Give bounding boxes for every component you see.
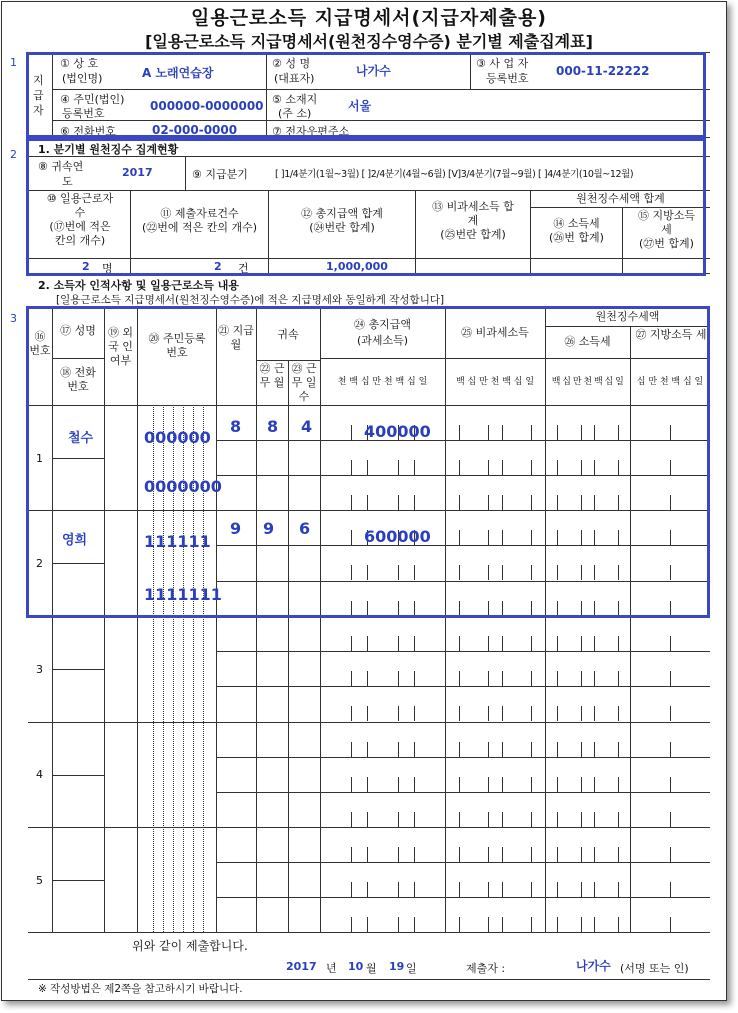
section2-heading: 2. 소득자 인적사항 및 일용근로소득 내용 <box>38 279 239 292</box>
submission-statement: 위와 같이 제출합니다. <box>132 939 248 953</box>
col24-subheader: (과세소득) <box>356 334 409 347</box>
withholding-header: 원천징수세액 <box>595 310 660 323</box>
row1-work-days: 4 <box>301 417 313 436</box>
records-count: 2 <box>214 260 222 273</box>
col13-header: ⑬ 비과세소득 합 계 (㉕번란 합계) <box>432 200 514 241</box>
col23-header: ㉓ 근무 일수 <box>291 362 317 403</box>
row-number-2: 2 <box>36 557 43 570</box>
highlight-box-1 <box>26 52 706 138</box>
col12-header: ⑫ 총지급액 합계 (㉔번란 합계) <box>301 207 383 234</box>
col25-digit-labels: 백 십 만 천 백 십 일 <box>455 377 535 387</box>
resident-number-sublabel: 등록번호 <box>62 107 105 120</box>
col18-header: ⑱ 전화 번호 <box>60 366 96 393</box>
workers-count: 2 <box>82 260 90 273</box>
resident-number-value: 000000-0000000 <box>150 99 264 113</box>
col24-digit-labels: 천 백 십 만 천 백 십 일 <box>337 377 428 387</box>
row1-total-pay: 400000 <box>364 422 431 441</box>
business-number-value: 000-11-22222 <box>556 64 650 78</box>
representative-sublabel: (대표자) <box>274 72 315 85</box>
phone-value: 02-000-0000 <box>152 123 238 137</box>
section1-heading: 1. 분기별 원천징수 집계현황 <box>38 143 179 156</box>
submit-year-unit: 년 <box>326 962 337 975</box>
address-label: ⑤ 소재지 <box>272 93 318 106</box>
col16-header: ⑯ 번호 <box>29 330 51 357</box>
row1-work-month: 8 <box>267 417 279 436</box>
submit-month-unit: 월 <box>366 962 377 975</box>
col24-header: ㉔ 총지급액 <box>353 318 411 331</box>
section-number-2: 2 <box>10 148 17 161</box>
company-name-sublabel: (법인명) <box>62 72 103 85</box>
submit-year: 2017 <box>286 960 317 973</box>
form-subtitle: [일용근로소득 지급명세서(원천징수영수증) 분기별 제출집계표] <box>145 32 593 51</box>
submitter-name: 나가수 <box>576 959 611 973</box>
submitter-label: 제출자 : <box>466 962 506 975</box>
footer-note: ※ 작성방법은 제2쪽을 참고하시기 바랍니다. <box>38 983 243 995</box>
withholding-sum-header: 원천징수세액 합계 <box>576 192 665 205</box>
row2-rrn-front: 111111 <box>144 532 211 551</box>
highlight-box-3 <box>26 306 710 618</box>
business-number-label: ③ 사 업 자 <box>476 57 529 70</box>
col21-header: ㉑ 지급 월 <box>218 324 254 351</box>
highlight-box-2 <box>26 138 706 276</box>
col26-digit-labels: 백 십 만 천 백 십 일 <box>551 377 624 387</box>
col11-header: ⑪ 제출자료건수 (㉒번에 적은 칸의 개수) <box>141 207 258 234</box>
section2-note: [일용근로소득 지급명세서(원천징수영수증)에 적은 지급명세와 동일하게 작성합니다] <box>56 294 445 306</box>
quarter-label: ⑨ 지급분기 <box>192 168 248 181</box>
quarter-options: [ ]1/4분기(1월~3월) [ ]2/4분기(4월~6월) [V]3/4분기(7월~9월) [ ]4/4분기(10월~12월) <box>275 169 634 180</box>
row1-rrn-front: 000000 <box>144 428 211 447</box>
col25-header: ㉕ 비과세소득 <box>461 326 529 339</box>
row2-work-days: 6 <box>299 519 311 538</box>
row1-pay-month: 8 <box>230 417 242 436</box>
year-label: ⑧ 귀속연 <box>38 160 84 173</box>
phone-label: ⑥ 전화번호 <box>60 125 116 138</box>
submit-day-unit: 일 <box>406 962 417 975</box>
col19-header: ⑲ 외국 인 여부 <box>107 326 134 367</box>
representative-value: 나가수 <box>356 64 391 78</box>
form-title: 일용근로소득 지급명세서(지급자제출용) <box>190 7 547 29</box>
address-sublabel: (주 소) <box>278 107 312 120</box>
col14-header: ⑭ 소득세 (㉖번 합계) <box>549 217 604 244</box>
resident-number-label: ④ 주민(법인) <box>60 93 125 106</box>
submit-month: 10 <box>348 960 364 973</box>
col26-header: ㉖ 소득세 <box>564 335 611 348</box>
year-value: 2017 <box>122 166 153 179</box>
row2-pay-month: 9 <box>230 519 242 538</box>
col17-header: ⑰ 성명 <box>60 324 96 337</box>
submit-day: 19 <box>389 960 405 973</box>
total-pay-value: 1,000,000 <box>326 260 388 273</box>
row-number-4: 4 <box>36 768 43 781</box>
row-number-3: 3 <box>36 663 43 676</box>
workers-unit: 명 <box>102 262 113 275</box>
row2-work-month: 9 <box>263 519 275 538</box>
email-label: ⑦ 전자우편주소 <box>272 125 350 138</box>
col10-header: ⑩ 일용근로자 수 (⑰번에 적은 칸의 개수) <box>46 192 114 247</box>
year-label-2: 도 <box>62 175 73 188</box>
company-name-label: ① 상 호 <box>60 57 99 70</box>
company-name-value: A 노래연습장 <box>142 66 214 80</box>
row1-rrn-back: 0000000 <box>144 477 222 496</box>
row-number-1: 1 <box>36 452 43 465</box>
col20-header: ⑳ 주민등록 번호 <box>148 332 206 359</box>
representative-label: ② 성 명 <box>272 57 311 70</box>
row2-rrn-back: 1111111 <box>144 585 222 604</box>
col27-header: ㉗ 지방소득 세 <box>635 328 707 341</box>
belong-header: 귀속 <box>277 328 299 341</box>
row2-total-pay: 600000 <box>364 527 431 546</box>
col27-digit-labels: 십 만 천 백 십 일 <box>636 377 704 387</box>
row-number-5: 5 <box>36 874 43 887</box>
row1-name: 철수 <box>68 431 94 446</box>
section-number-1: 1 <box>10 56 17 69</box>
business-number-sublabel: 등록번호 <box>486 72 529 85</box>
signature-label: (서명 또는 인) <box>620 962 689 975</box>
address-value: 서울 <box>348 99 372 113</box>
col22-header: ㉒ 근무 월 <box>259 362 285 389</box>
row2-name: 영희 <box>62 533 88 548</box>
section-number-3: 3 <box>10 312 17 325</box>
payer-label: 지 급 자 <box>33 74 44 117</box>
records-unit: 건 <box>238 262 249 275</box>
col15-header: ⑮ 지방소득 세 (㉗번 합계) <box>637 209 695 250</box>
